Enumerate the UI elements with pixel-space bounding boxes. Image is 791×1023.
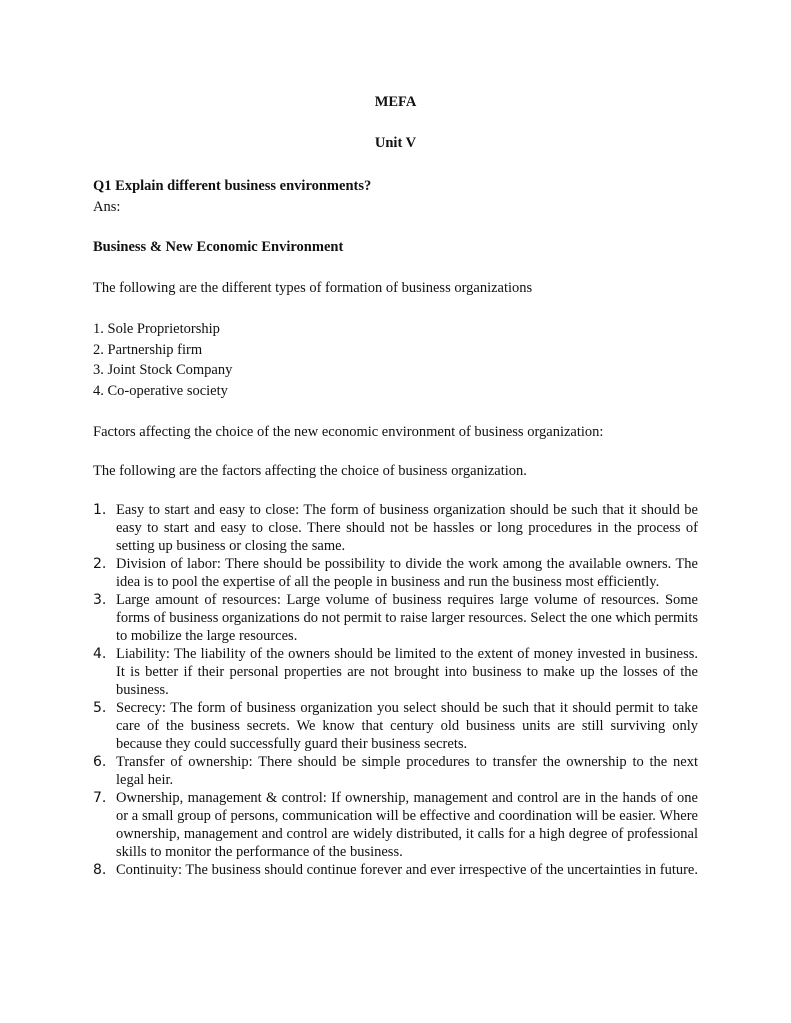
list-item-text: Large amount of resources: Large volume of business requires large volume of resources. Some forms of business organizations do not permit to raise larger resources. Select the one which permits to mobilize the large resources. <box>116 592 698 644</box>
list-number: 2. <box>93 556 107 572</box>
list-item: 4. Co-operative society <box>93 382 228 399</box>
list-item <box>93 861 698 879</box>
list-number: 3. <box>93 592 107 608</box>
course-title: MEFA <box>374 94 417 110</box>
list-number: 6. <box>93 754 107 770</box>
list-item <box>93 555 698 591</box>
unit-title: Unit V <box>374 135 417 151</box>
list-item <box>93 699 698 753</box>
list-number: 4. <box>93 646 107 662</box>
answer-label: Ans: <box>93 198 121 215</box>
factors-list <box>93 501 698 879</box>
question-block <box>93 176 698 217</box>
list-item-text: Liability: The liability of the owners should be limited to the extent of money invested in business. It is better if their personal properties are not brought into business to make up the losses of the business. <box>116 646 698 698</box>
list-item: 1. Sole Proprietorship <box>93 321 220 337</box>
list-item-text: Transfer of ownership: There should be simple procedures to transfer the ownership to the next legal heir. <box>116 754 698 788</box>
list-number: 8. <box>93 862 107 878</box>
list-item: 3. Joint Stock Company <box>93 362 233 378</box>
list-item <box>93 789 698 861</box>
factors-heading: Factors affecting the choice of the new economic environment of business organization: <box>93 424 604 440</box>
list-item-text: Easy to start and easy to close: The form of business organization should be such that it should be easy to start and easy to close. There should not be hassles or long procedures in the process of setting up business or closing the same. <box>116 502 698 554</box>
list-item-text: Ownership, management & control: If ownership, management and control are in the hands of one or a small group of persons, communication will be effective and coordination will be easier. Where ownership, management and control are widely distributed, it calls for a high degree of professional skills to monitor the performance of the business. <box>116 790 698 860</box>
list-item <box>93 645 698 699</box>
question-text: Q1 Explain different business environments? <box>93 178 372 194</box>
list-number: 7. <box>93 790 107 806</box>
factors-intro: The following are the factors affecting the choice of business organization. <box>93 463 527 479</box>
list-item <box>93 753 698 789</box>
section-heading: Business & New Economic Environment <box>93 239 344 255</box>
list-item <box>93 591 698 645</box>
list-number: 1. <box>93 502 107 518</box>
intro-paragraph: The following are the different types of formation of business organizations <box>93 280 533 296</box>
list-number: 5. <box>93 700 107 716</box>
list-item: 2. Partnership firm <box>93 341 203 358</box>
list-item-text: Continuity: The business should continue forever and ever irrespective of the uncertainties in future. <box>116 862 698 878</box>
organization-types-list <box>93 319 698 401</box>
list-item-text: Division of labor: There should be possibility to divide the work among the available owners. The idea is to pool the expertise of all the people in business and run the business most efficiently. <box>116 556 698 590</box>
list-item <box>93 501 698 555</box>
list-item-text: Secrecy: The form of business organization you select should be such that it should permit to take care of the business secrets. We know that century old business units are still surviving only because they could successfully guard their business secrets. <box>116 700 698 752</box>
